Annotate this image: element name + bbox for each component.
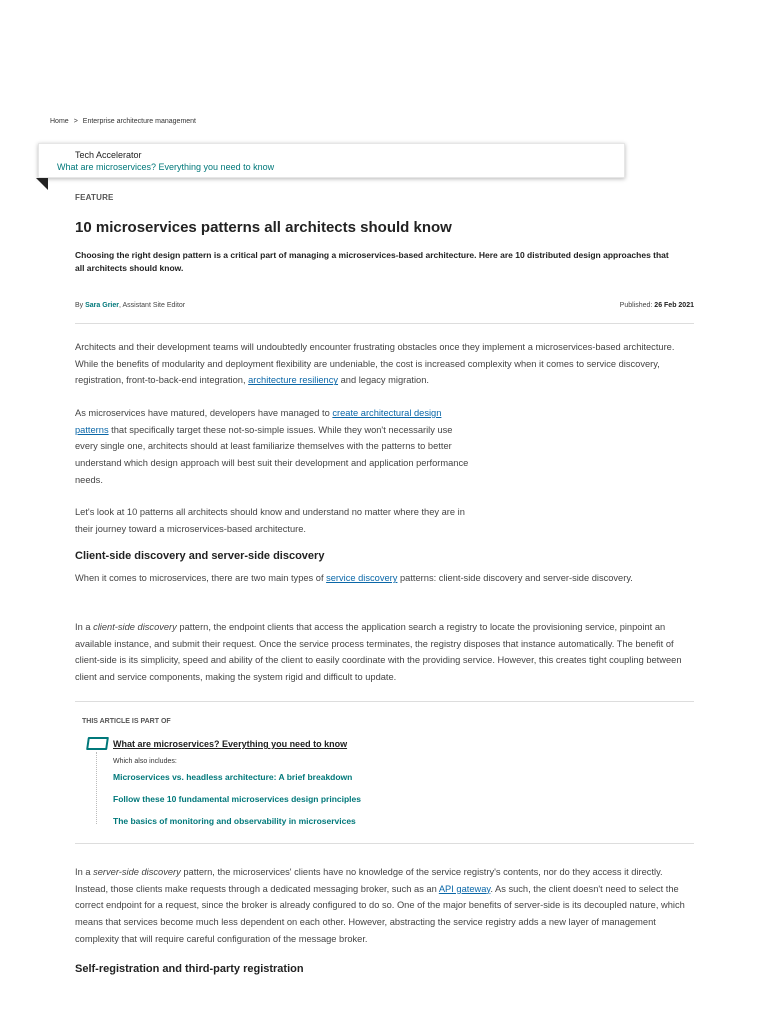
p1-text: Architects and their development teams will undoubtedly encounter frustrating obstacles once they implement a microservices-based architecture. While the benefits of modularity and deployment flexibility are undeniable, the cost is increased complexity when it comes to service discovery, registration, front-to-back-end integration, <box>75 342 675 386</box>
part-of-label: THIS ARTICLE IS PART OF <box>82 718 171 725</box>
also-includes-label: Which also includes: <box>113 758 177 765</box>
tech-accelerator-box <box>38 143 625 178</box>
p6-tail: . As such, the client doesn't need to select the correct endpoint for a request, since the broker is already configured to do so. One of the major benefits of server-side is its decoupled nature, which means that services become much less dependent on each other. However, abstracting the service registry adds a new layer of management complexity that will require careful configuration of the message broker. <box>75 883 685 944</box>
published-date <box>620 302 694 309</box>
p6-mid: pattern, the microservices' clients have no knowledge of the service registry's contents, nor do they access it directly. Instead, those clients make requests through a dedicated messaging broker, such as an <box>75 867 663 894</box>
p6-pre: In a <box>75 867 94 877</box>
article-dek: Choosing the right design pattern is a critical part of managing a microservices-based architecture. Here are 10 distributed design approaches that all architects should know. <box>75 250 669 273</box>
p4-text: When it comes to microservices, there are two main types of <box>75 573 327 583</box>
paragraph-discovery-types <box>75 570 675 587</box>
service-discovery-link[interactable]: service discovery <box>326 573 398 583</box>
breadcrumb-section[interactable]: Enterprise architecture management <box>82 118 197 125</box>
paragraph-lets-look: Let's look at 10 patterns all architects should know and understand no matter where they are in their journey toward a microservices-based architecture. <box>75 507 465 534</box>
paragraph-matured <box>75 405 475 489</box>
author-link[interactable]: Sara Grier <box>85 302 119 309</box>
architecture-resiliency-link[interactable]: architecture resiliency <box>248 375 339 386</box>
folder-icon <box>86 737 109 750</box>
part-of-item[interactable]: Microservices vs. headless architecture: A brief breakdown <box>113 772 353 782</box>
design-patterns-link[interactable]: create architectural design patterns <box>75 408 442 435</box>
paragraph-intro <box>75 339 695 389</box>
byline-prefix: By <box>75 302 86 309</box>
published-value: 26 Feb 2021 <box>654 302 694 309</box>
api-gateway-link[interactable]: API gateway <box>438 883 491 894</box>
p2-text: As microservices have matured, developers have managed to <box>75 408 333 418</box>
p2-tail: that specifically target these not-so-simple issues. While they won't necessarily use every single one, architects should at least familiarize themselves with the patterns to better understand which design approach will best suit their development and application performance needs. <box>75 424 469 485</box>
divider <box>75 843 694 844</box>
tech-accelerator-label: Tech Accelerator <box>75 150 142 160</box>
published-prefix: Published: <box>619 302 655 309</box>
part-of-item[interactable]: The basics of monitoring and observability in microservices <box>113 816 356 826</box>
author-role: , Assistant Site Editor <box>118 302 186 309</box>
paragraph-client-side <box>75 619 695 686</box>
p5-pre: In a <box>75 622 94 632</box>
section-heading-registration: Self-registration and third-party registration <box>75 963 304 975</box>
tree-line <box>96 752 97 824</box>
divider <box>75 701 694 702</box>
tech-accelerator-link[interactable]: What are microservices? Everything you need to know <box>57 162 275 172</box>
breadcrumb-home[interactable]: Home <box>50 118 69 125</box>
p5-emphasis: client-side discovery <box>93 622 177 632</box>
p6-emphasis: server-side discovery <box>93 867 181 877</box>
paragraph-server-side <box>75 864 695 948</box>
p4-tail: patterns: client-side discovery and server-side discovery. <box>397 573 633 583</box>
article-title: 10 microservices patterns all architects should know <box>75 219 452 236</box>
p1-tail: and legacy migration. <box>338 375 429 386</box>
section-heading-discovery: Client-side discovery and server-side discovery <box>75 550 325 562</box>
part-of-main-link[interactable]: What are microservices? Everything you need to know <box>113 739 348 749</box>
part-of-item[interactable]: Follow these 10 fundamental microservices design principles <box>113 794 361 804</box>
article-kicker: FEATURE <box>75 193 114 202</box>
byline <box>75 302 185 309</box>
breadcrumb-separator: > <box>73 118 78 125</box>
ribbon-fold <box>36 178 48 190</box>
breadcrumb <box>50 118 196 125</box>
divider <box>75 323 694 324</box>
p5-tail: pattern, the endpoint clients that access the application search a registry to locate the provisioning service, pinpoint an available instance, and submit their request. Once the service process terminates, the registry disposes that instance automatically. The benefit of client-side is its simplicity, speed and ability of the client to easily coordinate with the providing service. However, this creates tight coupling between client and service components, making the system rigid and difficult to update. <box>75 622 682 683</box>
